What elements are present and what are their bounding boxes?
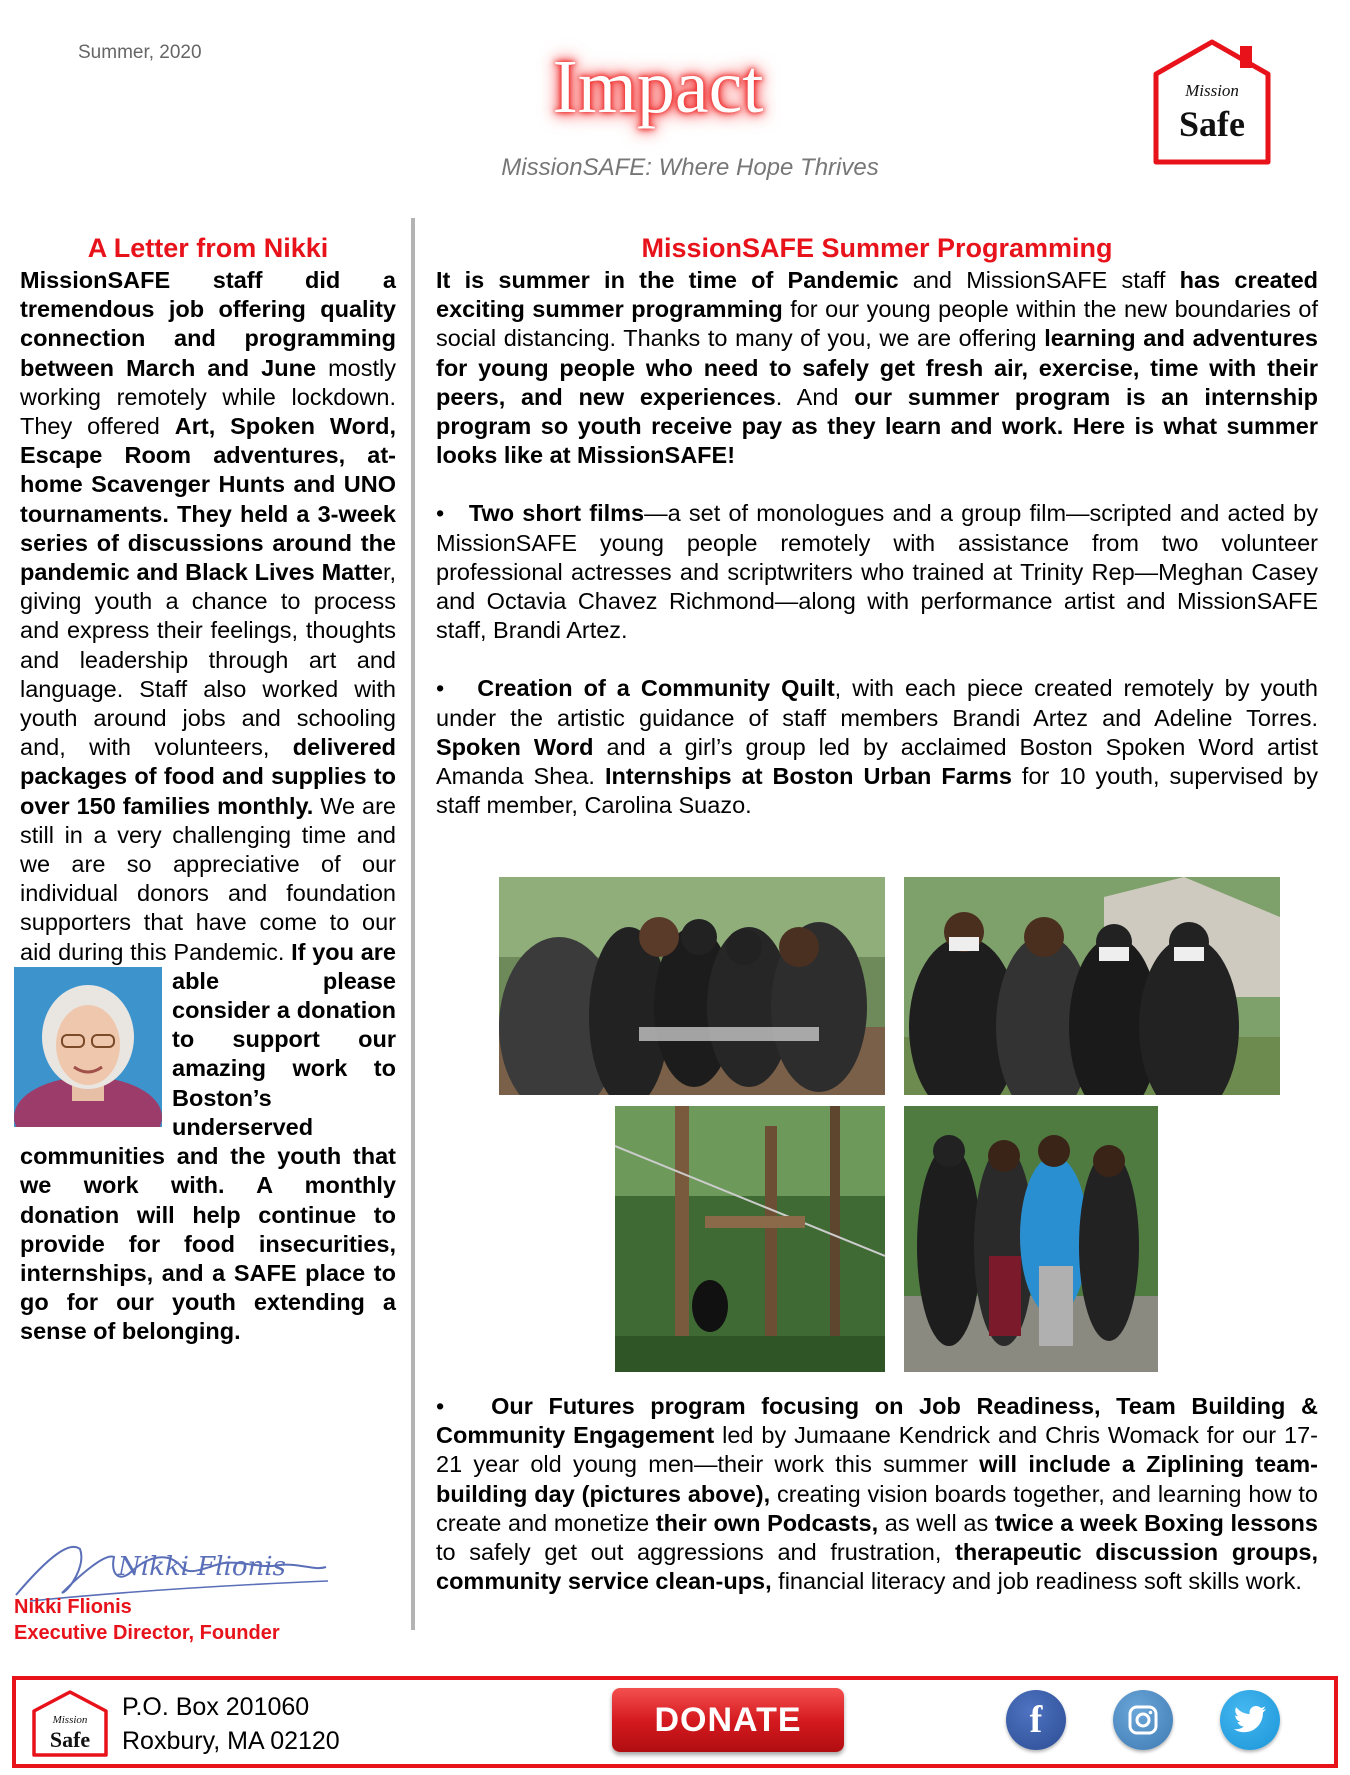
bullet-futures-program: • Our Futures program focusing on Job Readiness, Team Building & Community Engagement led by Jumaane Kendrick and Chris Womack for our 17-21 year old young men—their work this summer will include a Ziplining team-building day (pictures above), creating vision boards together, and learning how to create and monetize their own Podcasts, as well as twice a week Boxing lessons to safely get out aggressions and frustration, therapeutic discussion groups, community service clean-ups, financial literacy and job readiness soft skills work. <box>436 1393 1318 1595</box>
facebook-icon[interactable]: f <box>1006 1690 1066 1750</box>
svg-text:Mission: Mission <box>52 1714 88 1726</box>
photo-harnessed-group <box>904 1106 1158 1372</box>
donate-button[interactable]: DONATE <box>612 1688 844 1752</box>
missionsafe-logo <box>1148 38 1276 168</box>
summer-title: MissionSAFE Summer Programming <box>641 233 1113 263</box>
svg-text:Nikki Flionis: Nikki Flionis <box>118 1552 286 1582</box>
futures-section <box>436 1392 1318 1596</box>
twitter-icon[interactable] <box>1220 1690 1280 1750</box>
tagline: MissionSAFE: Where Hope Thrives <box>501 154 879 181</box>
bullet-community-quilt: • Creation of a Community Quilt, with each piece created remotely by youth under the artistic guidance of staff members Brandi Artez and Adeline Torres. Spoken Word and a girl’s group led by acclaimed Boston Spoken Word artist Amanda Shea. Internships at Boston Urban Farms for 10 youth, supervised by staff member, Carolina Suazo. <box>436 675 1319 819</box>
photo-zipline <box>615 1106 885 1372</box>
issue-date: Summer, 2020 <box>78 42 202 63</box>
signatory <box>14 1594 280 1646</box>
address-line-2: Roxbury, MA 02120 <box>122 1727 340 1755</box>
summer-intro: It is summer in the time of Pandemic and MissionSAFE staff has created exciting summer programming for our young people within the new boundaries of social distancing. Thanks to many of you, we are offering learning and adventures for young people who need to safely get fresh air, exercise, time with their peers, and new experiences. And our summer program is an internship program so youth receive pay as they learn and work. Here is what summer looks like at MissionSAFE! <box>436 267 1318 469</box>
address-line-1: P.O. Box 201060 <box>122 1693 310 1721</box>
bullet-short-films: • Two short films—a set of monologues and a group film—scripted and acted by MissionSAFE young people remotely with assistance from two volunteer professional actresses and scriptwriters who trained at Trinity Rep—Meghan Casey and Octavia Chavez Richmond—along with performance artist and MissionSAFE staff, Brandi Artez. <box>436 500 1318 644</box>
svg-text:Safe: Safe <box>1179 104 1245 144</box>
svg-text:Mission: Mission <box>1185 81 1239 100</box>
signatory-name: Nikki Flionis <box>14 1596 132 1618</box>
footer-bar <box>12 1676 1338 1768</box>
svg-text:Safe: Safe <box>49 1727 91 1752</box>
letter-body: MissionSAFE staff did a tremendous job offering quality connection and programming between March and June mostly working remotely while lockdown. They offered Art, Spoken Word, Escape Room adventures, at-home Scavenger Hunts and UNO tournaments. They held a 3-week series of discussions around the pandemic and Black Lives Matter, giving youth a chance to process and express their feelings, thoughts and leadership through art and language. Staff also worked with youth around jobs and schooling and, with volunteers, delivered packages of food and supplies to over 150 families monthly. We are still in a very challenging time and we are so appreciative of our individual donors and foundation supporters that have come to our aid during this Pandemic. If you are able please consider a donation to support our amazing work to Boston’s underserved communities and the youth that we work with. A monthly donation will help continue to provide for food insecurities, internships, and a SAFE place to go for our youth extending a sense of belonging. <box>20 266 396 1347</box>
nikki-portrait <box>14 967 162 1127</box>
photo-group-fist-bump <box>499 877 885 1095</box>
signatory-role: Executive Director, Founder <box>14 1622 280 1644</box>
summer-programming-column <box>436 232 1318 820</box>
letter-column <box>20 232 396 1347</box>
instagram-icon[interactable] <box>1113 1690 1173 1750</box>
mailing-address <box>122 1690 340 1758</box>
column-divider <box>411 218 415 1630</box>
photo-group-posing <box>904 877 1280 1095</box>
footer-logo <box>30 1689 110 1759</box>
letter-title: A Letter from Nikki <box>87 233 329 263</box>
newsletter-title: Impact <box>552 45 764 129</box>
